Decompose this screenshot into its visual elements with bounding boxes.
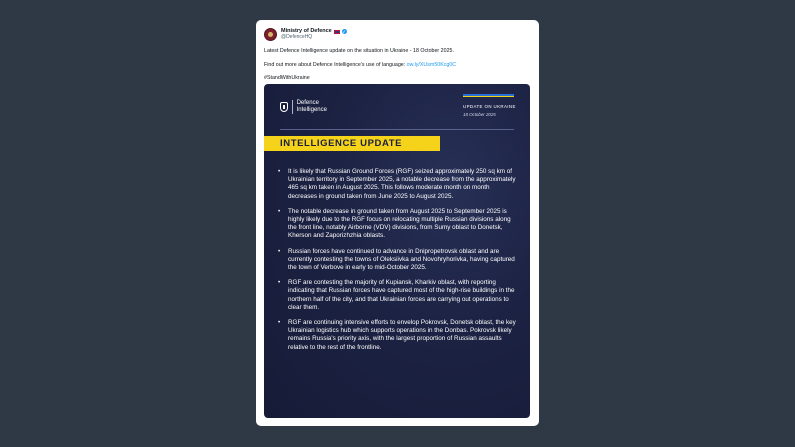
tweet-text-line1: Latest Defence Intelligence update on the situation in Ukraine - 18 October 2025. — [264, 48, 454, 54]
bullet-item: • RGF are contesting the majority of Kupiansk, Kharkiv oblast, with reporting indicating that Russian forces have captured most of the high-rise buildings in the northern half of the city, and that Ukrainian forces are carrying out operations to clear them. — [278, 279, 516, 312]
tweet-link[interactable]: ow.ly/XUsm50Kcg0C — [406, 62, 457, 68]
bullet-item: • The notable decrease in ground taken from August 2025 to September 2025 is highly likely due to the RGF focus on relocating multiple Russian divisions along the front line, notably Airborne (VDV) divisions, from Sumy oblast to Donetsk, Kherson and Zaporizhzhia oblasts. — [278, 208, 516, 241]
intelligence-update-banner: INTELLIGENCE UPDATE — [264, 136, 440, 151]
logo-line1: Defence — [296, 100, 319, 107]
avatar[interactable] — [264, 28, 277, 41]
bullet-item: • RGF are continuing intensive efforts to envelop Pokrovsk, Donetsk oblast, the key Ukrainian logistics hub which supports operations in the Donbas. Pokrovsk likely remains Russia's priority axis, with the largest proportion of Russian assaults relative to the rest of the frontline. — [278, 319, 516, 352]
divider — [280, 129, 514, 130]
ukraine-flag-stripe — [463, 94, 514, 97]
bullet-item: • Russian forces have continued to advance in Dnipropetrovsk oblast and are currently contesting the towns of Oleksiivka and Novohryhorivka, having captured the town of Verbove in early to mid-October 2025. — [278, 248, 516, 273]
crest-icon — [280, 102, 288, 112]
update-label: UPDATE ON UKRAINE — [463, 104, 516, 109]
tweet-card — [256, 20, 539, 426]
update-date: 18 October 2025 — [463, 112, 496, 117]
author-name[interactable]: Ministry of Defence — [281, 28, 332, 35]
bullet-list — [278, 168, 516, 359]
tweet-text-line2: Find out more about Defence Intelligence's use of language: ow.ly/XUsm50Kcg0C — [264, 62, 457, 68]
verified-badge-icon: ✓ — [342, 29, 346, 35]
uk-flag-icon — [334, 30, 340, 34]
hashtag[interactable]: #StandWithUkraine — [264, 75, 310, 81]
tweet-header — [264, 28, 347, 41]
defence-intelligence-logo — [280, 100, 327, 114]
bullet-item: • It is likely that Russian Ground Forces (RGF) seized approximately 250 sq km of Ukrainian territory in September 2025, a notable decrease from the approximately 465 sq km taken in August 2025. This follows moderate month on month decreases in ground taken from June 2025 to August 2025. — [278, 168, 516, 201]
intelligence-update-image[interactable] — [264, 84, 530, 418]
author-handle[interactable]: @DefenceHQ — [281, 33, 313, 40]
logo-line2: Intelligence — [296, 107, 327, 113]
